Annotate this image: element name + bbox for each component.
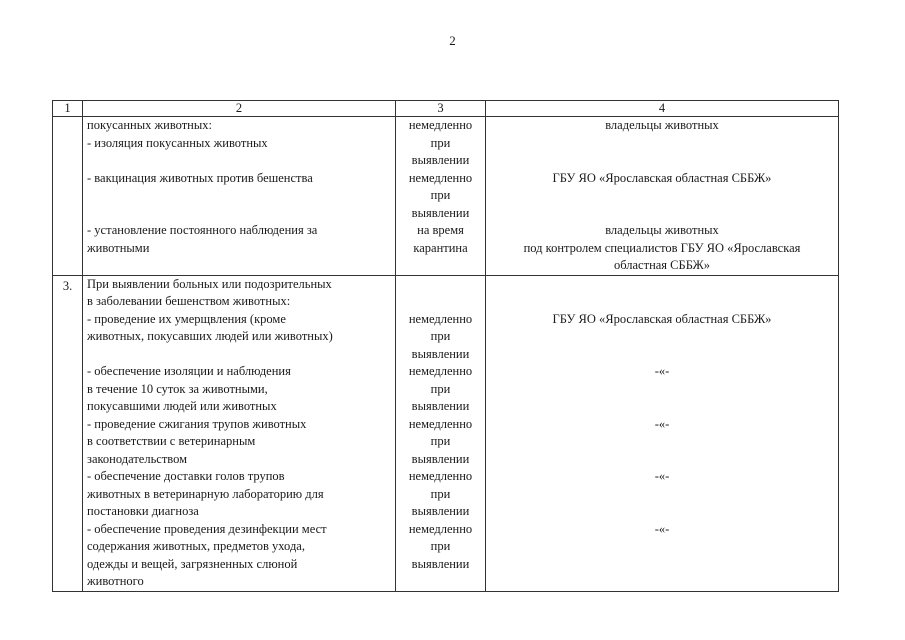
responsible-cell <box>486 117 839 276</box>
action-line: животного <box>87 574 144 588</box>
intro-line: При выявлении больных или подозрительных <box>87 276 332 291</box>
term-line: немедленно <box>408 521 473 536</box>
action-line: в течение 10 суток за животными, <box>87 381 268 396</box>
responsible-line: областная СББЖ» <box>613 258 711 272</box>
table-row <box>53 275 839 591</box>
responsible-line: -«- <box>654 416 670 431</box>
row-number <box>53 117 83 276</box>
action-line: - обеспечение изоляции и наблюдения <box>87 364 291 378</box>
term-line: при <box>430 135 451 150</box>
action-line: содержания животных, предметов ухода, <box>87 539 305 553</box>
term-line: при <box>430 539 451 553</box>
term-line: при <box>430 434 451 448</box>
action-line: животных, покусавших людей или животных) <box>87 329 333 343</box>
responsible-line: под контролем специалистов ГБУ ЯО «Ярославская <box>523 240 801 255</box>
header-col-4: 4 <box>486 101 839 117</box>
term-line: выявлении <box>411 504 470 518</box>
action-line: в соответствии с ветеринарным <box>87 434 256 448</box>
term-line: карантина <box>413 240 468 255</box>
term-line: на время <box>417 223 464 237</box>
responsible-line: -«- <box>654 521 670 536</box>
action-line: - обеспечение доставки голов трупов <box>87 469 285 483</box>
action-line: животных в ветеринарную лабораторию для <box>87 486 324 501</box>
action-line: - изоляция покусанных животных <box>87 135 268 150</box>
action-line: - проведение их умерщвления (кроме <box>87 311 286 326</box>
term-line: немедленно <box>408 118 473 132</box>
action-line: животными <box>87 240 150 255</box>
term-line: при <box>430 381 451 396</box>
action-line: - установление постоянного наблюдения за <box>87 223 318 237</box>
intro-line: в заболевании бешенством животных: <box>87 294 291 308</box>
responsible-cell <box>486 275 839 591</box>
term-line: выявлении <box>411 205 470 220</box>
term-line: при <box>430 486 451 501</box>
term-line: немедленно <box>408 311 473 326</box>
header-col-1: 1 <box>53 101 83 117</box>
term-line: немедленно <box>408 469 473 483</box>
term-line: выявлении <box>411 399 470 413</box>
responsible-line: -«- <box>654 469 670 483</box>
action-line: - вакцинация животных против бешенства <box>87 170 313 185</box>
term-line: при <box>430 188 451 202</box>
header-row <box>53 101 839 117</box>
term-line: немедленно <box>408 416 473 431</box>
page-number: 2 <box>449 33 456 48</box>
action-line: покусавшими людей или животных <box>87 399 277 413</box>
term-line: при <box>430 329 451 343</box>
header-col-3: 3 <box>396 101 486 117</box>
responsible-line: владельцы животных <box>605 118 719 132</box>
action-line: покусанных животных: <box>87 118 212 132</box>
term-line: немедленно <box>408 170 473 185</box>
action-line: законодательством <box>87 451 188 466</box>
action-line: одежды и вещей, загрязненных слюной <box>87 556 298 571</box>
measures-table <box>52 100 839 592</box>
header-col-2: 2 <box>83 101 396 117</box>
action-cell <box>83 117 396 276</box>
responsible-line: ГБУ ЯО «Ярославская областная СББЖ» <box>552 170 772 185</box>
table-row <box>53 117 839 276</box>
responsible-line: владельцы животных <box>605 223 719 237</box>
action-cell <box>83 275 396 591</box>
term-cell <box>396 117 486 276</box>
responsible-line: -«- <box>654 364 670 378</box>
term-line: немедленно <box>408 364 473 378</box>
action-line: постановки диагноза <box>87 504 199 518</box>
action-line: - проведение сжигания трупов животных <box>87 416 307 431</box>
responsible-line: ГБУ ЯО «Ярославская областная СББЖ» <box>552 311 772 326</box>
term-line: выявлении <box>411 556 470 571</box>
row-number: 3. <box>53 275 83 591</box>
term-line: выявлении <box>411 346 470 361</box>
action-line: - обеспечение проведения дезинфекции мест <box>87 521 327 536</box>
term-line: выявлении <box>411 153 470 167</box>
term-line: выявлении <box>411 451 470 466</box>
term-cell <box>396 275 486 591</box>
